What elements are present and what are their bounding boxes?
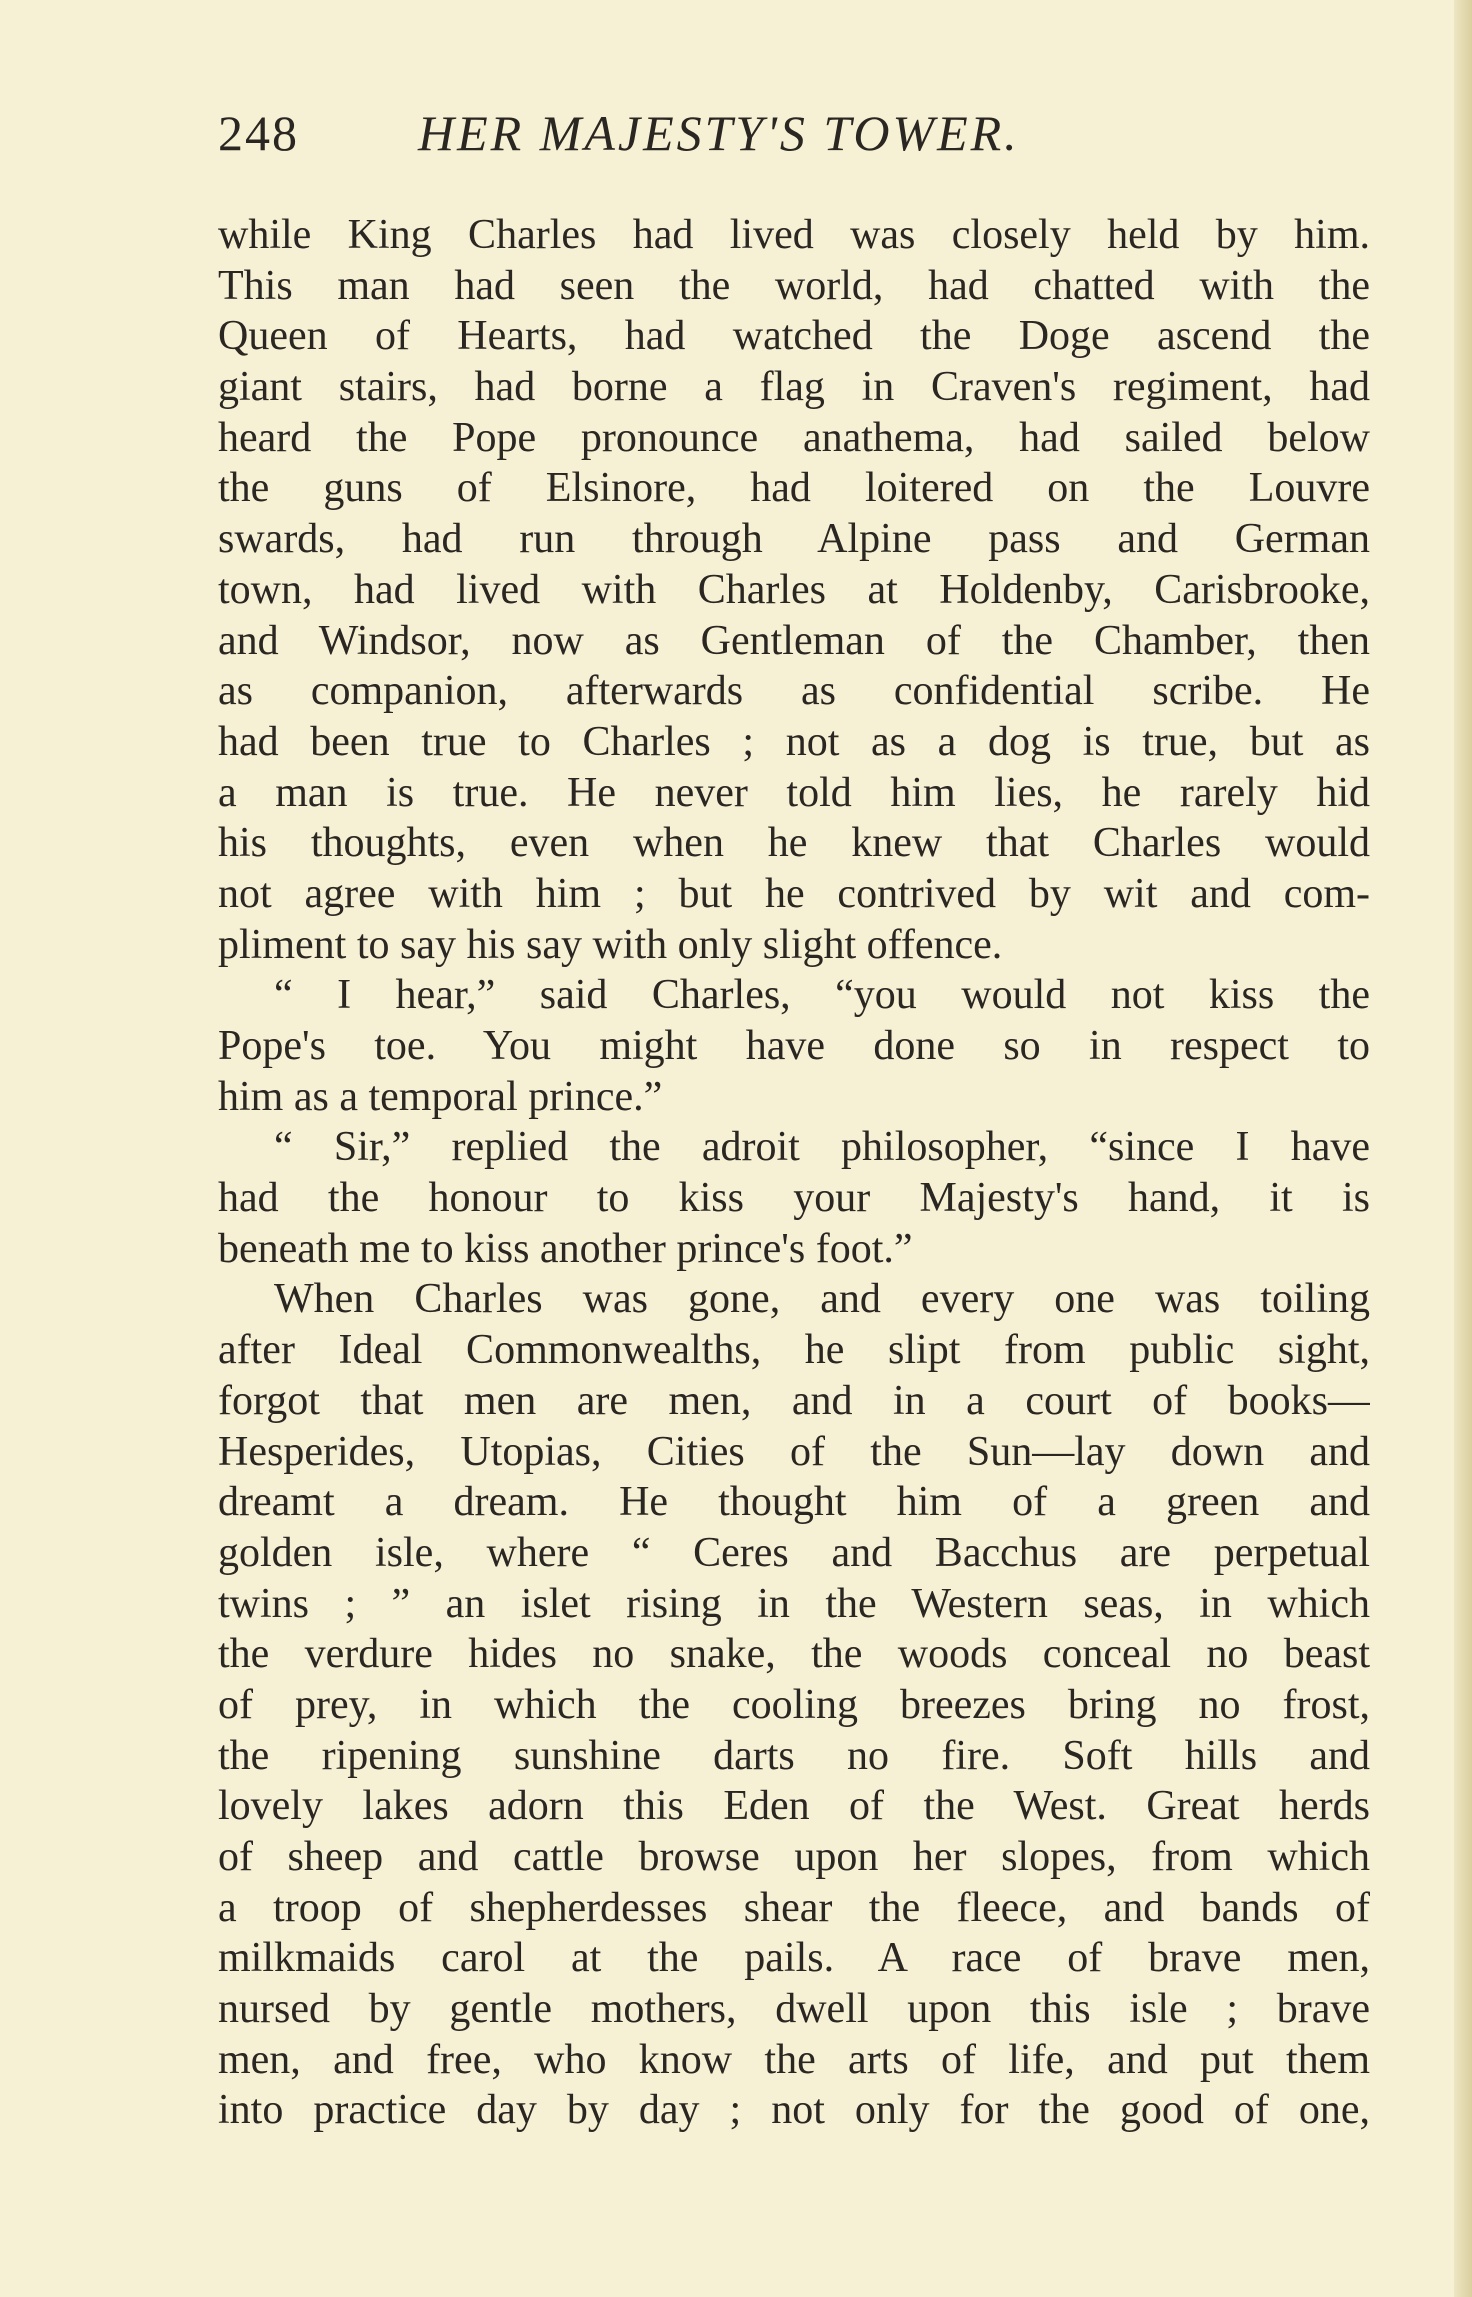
text-line: lovely lakes adorn this Eden of the West. Great herds [218,1783,1370,1830]
text-line: the ripening sunshine darts no fire. Soft hills and [218,1732,1370,1779]
text-line: Pope's toe. You might have done so in respect to [218,1023,1370,1069]
body-text [218,210,1370,2136]
text-line: swards, had run through Alpine pass and German [218,516,1370,563]
text-line: and Windsor, now as Gentleman of the Chamber, then [218,617,1370,664]
text-line: a man is true. He never told him lies, he rarely hid [218,769,1370,816]
text-line: the guns of Elsinore, had loitered on the Louvre [218,465,1370,512]
running-title: HER MAJESTY'S TOWER. [418,105,1020,161]
text-line: Hesperides, Utopias, Cities of the Sun—lay down and [218,1428,1370,1475]
text-line: a troop of shepherdesses shear the fleece, and bands of [218,1884,1370,1931]
text-line: milkmaids carol at the pails. A race of brave men, [218,1935,1370,1982]
text-line: heard the Pope pronounce anathema, had sailed below [218,414,1370,461]
text-line: as companion, afterwards as confidential scribe. He [218,668,1370,715]
page-edge [1454,0,1472,2297]
text-line: “ Sir,” replied the adroit philosopher, “since I have [274,1124,1370,1171]
text-line: nursed by gentle mothers, dwell upon this isle ; brave [218,1986,1370,2033]
text-line: giant stairs, had borne a flag in Craven's regiment, had [218,364,1370,411]
text-line: golden isle, where “ Ceres and Bacchus are perpetual [218,1529,1370,1576]
text-line: of prey, in which the cooling breezes bring no frost, [218,1681,1370,1728]
text-line: dreamt a dream. He thought him of a green and [218,1479,1370,1526]
text-line: town, had lived with Charles at Holdenby, Carisbrooke, [218,566,1370,613]
text-line: into practice day by day ; not only for the good of one, [218,2087,1370,2134]
text-line: had the honour to kiss your Majesty's hand, it is [218,1175,1370,1222]
text-line: him as a temporal prince.” [218,1073,663,1120]
text-line: had been true to Charles ; not as a dog is true, but as [218,718,1370,765]
page-number: 248 [218,105,299,161]
text-line: beneath me to kiss another prince's foot.” [218,1225,913,1272]
text-line: This man had seen the world, had chatted with the [218,262,1370,309]
text-line: Queen of Hearts, had watched the Doge ascend the [218,313,1370,360]
text-line: forgot that men are men, and in a court of books— [218,1377,1370,1424]
page-header [218,104,1368,174]
text-line: after Ideal Commonwealths, he slipt from public sight, [218,1327,1370,1374]
text-line: men, and free, who know the arts of life, and put them [218,2036,1370,2083]
text-line: while King Charles had lived was closely held by him. [218,212,1370,258]
text-line: twins ; ” an islet rising in the Western seas, in which [218,1580,1370,1627]
text-line: When Charles was gone, and every one was toiling [274,1276,1370,1323]
text-line: the verdure hides no snake, the woods conceal no beast [218,1631,1370,1678]
text-line: not agree with him ; but he contrived by wit and com- [218,870,1370,917]
text-line: pliment to say his say with only slight offence. [218,921,1003,968]
text-line: “ I hear,” said Charles, “you would not kiss the [274,972,1370,1019]
text-line: his thoughts, even when he knew that Charles would [218,820,1370,867]
text-line: of sheep and cattle browse upon her slopes, from which [218,1834,1370,1880]
